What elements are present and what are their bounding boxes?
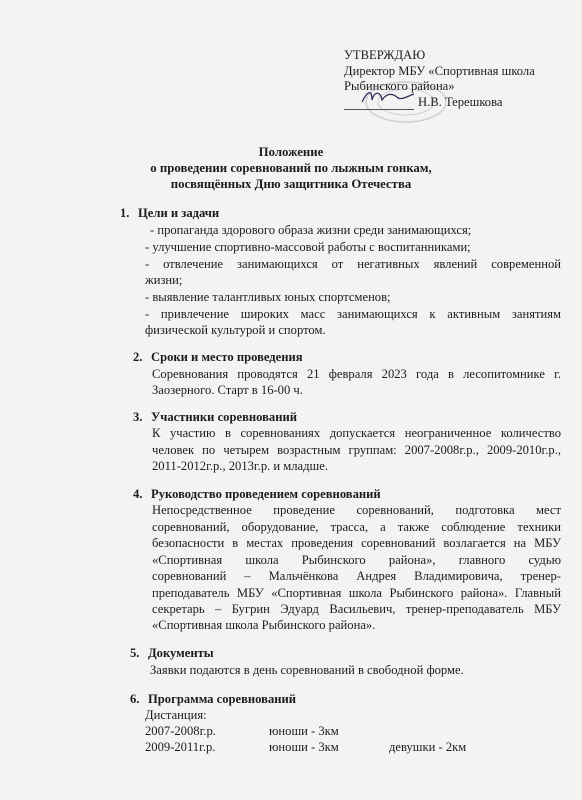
goal-item: - выявление талантливых юных спортсменов; xyxy=(145,290,391,304)
paragraph-line: Заявки подаются в день соревнований в свободной форме. xyxy=(150,663,464,677)
paragraph-line: безопасности в местах проведения соревнований возлагается на МБУ xyxy=(152,536,561,550)
age-group: 2007-2008г.р. xyxy=(145,724,216,738)
goal-item: - пропаганда здорового образа жизни среди занимающихся; xyxy=(150,223,472,237)
title-line-2: о проведении соревнований по лыжным гонкам, xyxy=(150,160,432,175)
boys-distance: юноши - 3км xyxy=(269,740,339,754)
distance-row xyxy=(145,723,389,739)
section-heading: 6. Программа соревнований xyxy=(130,692,297,706)
title-line-3: посвящённых Дню защитника Отечества xyxy=(170,176,412,191)
section-heading: 3. Участники соревнований xyxy=(133,410,297,424)
goal-item: физической культурой и спортом. xyxy=(145,323,326,337)
title-line-1: Положение xyxy=(258,145,324,159)
signer-name: Н.В. Терешкова xyxy=(418,94,503,109)
stamp-mark xyxy=(360,78,452,126)
distance-row xyxy=(145,739,466,755)
paragraph-line: человек по четырем возрастным группам: 2007-2008г.р., 2009-2010г.р., xyxy=(152,443,561,457)
goal-item: жизни; xyxy=(145,273,183,287)
goal-item: - отвлечение занимающихся от негативных явлений современной xyxy=(145,257,561,271)
paragraph-line: «Спортивная школа Рыбинского района». xyxy=(152,618,376,632)
paragraph-line: 2011-2012г.р., 2013г.р. и младше. xyxy=(152,459,328,473)
paragraph-line: Соревнования проводятся 21 февраля 2023 года в лесопитомнике г. xyxy=(152,367,561,381)
paragraph-line: Непосредственное проведение соревнований, подготовка мест xyxy=(152,503,561,517)
paragraph-line: преподаватель МБУ «Спортивная школа Рыбинского района». Главный xyxy=(152,586,561,600)
approval-title: УТВЕРЖДАЮ xyxy=(344,48,426,62)
document-title xyxy=(0,145,582,192)
section-heading: 5. Документы xyxy=(130,646,214,660)
age-group: 2009-2011г.р. xyxy=(145,740,216,754)
goal-item: - привлечение широких масс занимающихся к активным занятиям xyxy=(145,307,561,321)
girls-distance: девушки - 2км xyxy=(389,740,467,754)
paragraph-line: соревнований, оборудование, трасса, а также соблюдение техники xyxy=(152,520,561,534)
distance-label: Дистанция: xyxy=(145,708,207,722)
section-heading: 4. Руководство проведением соревнований xyxy=(133,487,381,501)
section-heading: 1. Цели и задачи xyxy=(120,206,220,220)
paragraph-line: «Спортивная школа Рыбинского района», главного судью xyxy=(152,553,561,567)
boys-distance: юноши - 3км xyxy=(269,724,339,738)
goal-item: - улучшение спортивно-массовой работы с воспитанниками; xyxy=(145,240,471,254)
approval-position: Директор МБУ «Спортивная школа xyxy=(344,63,535,78)
paragraph-line: К участию в соревнованиях допускается неограниченное количество xyxy=(152,426,561,440)
section-heading: 2. Сроки и место проведения xyxy=(133,350,303,364)
paragraph-line: секретарь – Бугрин Эдуард Васильевич, тренер-преподаватель МБУ xyxy=(152,602,561,616)
paragraph-line: Заозерного. Старт в 16-00 ч. xyxy=(152,383,303,397)
approval-organization: Рыбинского района» xyxy=(344,79,455,94)
paragraph-line: соревнований – Мальчёнкова Андрея Владимировича, тренер- xyxy=(152,569,561,583)
